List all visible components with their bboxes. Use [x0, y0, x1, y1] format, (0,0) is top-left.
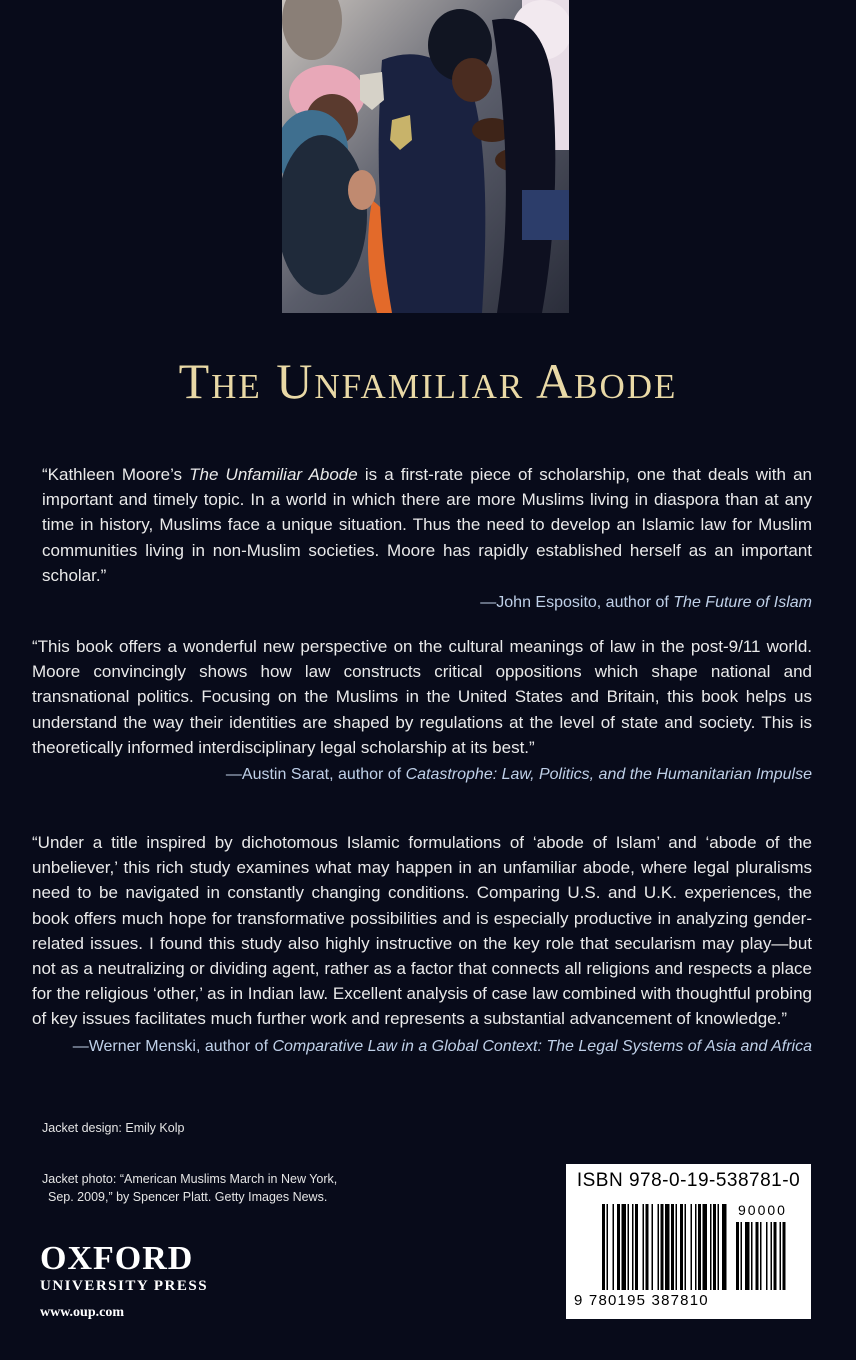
publisher-name: OXFORD	[40, 1240, 194, 1277]
barcode-bar	[665, 1204, 670, 1290]
barcode-bar	[722, 1204, 727, 1290]
barcode-bar	[617, 1204, 620, 1290]
endorsement-quote-2	[32, 634, 812, 787]
isbn-number: ISBN 978-0-19-538781-0	[576, 1170, 801, 1191]
cover-photo	[282, 0, 569, 313]
quote-3-text: “Under a title inspired by dichotomous Islamic formulations of ‘abode of Islam’ and ‘abode of the unbeliever,’ this rich study examines what may happen in an unfamiliar abode, where legal pluralisms need to be navigated in constantly changing conditions. Comparing U.S. and U.K. experiences, the book offers much hope for transformative possibilities and is especially productive in analyzing gender-related issues. I found this study also highly instructive on the key role that secularism may play—but not as a neutralizing or dividing agent, rather as a factor that connects all religions and respects a place for the religious ‘other,’ as in Indian law. Excellent analysis of case law combined with thoughtful probing of key issues facilitates much further work and represents a substantial advancement of knowledge.”	[32, 833, 812, 1029]
barcode-bar	[658, 1204, 660, 1290]
barcode-addon-bar	[771, 1222, 773, 1290]
barcode-bar	[628, 1204, 630, 1290]
barcode-bar	[713, 1204, 716, 1290]
barcode-bar	[632, 1204, 634, 1290]
barcode-bar	[695, 1204, 697, 1290]
praying-figures-illustration	[282, 0, 569, 313]
publisher-logo	[40, 1242, 208, 1321]
barcode-bar	[646, 1204, 649, 1290]
barcode-digits: 9 780195 387810	[574, 1292, 709, 1309]
barcode-addon: 90000	[738, 1202, 787, 1218]
barcode-bar	[622, 1204, 627, 1290]
isbn-barcode	[566, 1164, 811, 1319]
barcode-bar	[685, 1204, 687, 1290]
barcode-addon-bar	[774, 1222, 777, 1290]
barcode-addon-bar	[766, 1222, 768, 1290]
barcode-addon-bar	[736, 1222, 739, 1290]
barcode-bar	[607, 1204, 609, 1290]
barcode-addon-bar	[783, 1222, 786, 1290]
endorsement-quote-3	[32, 830, 812, 1059]
barcode-addon-bar	[756, 1222, 759, 1290]
barcode-bar	[661, 1204, 664, 1290]
quote-1-book-title: The Unfamiliar Abode	[189, 465, 358, 484]
endorsement-quote-1	[32, 462, 812, 615]
quote-2-attribution: —Austin Sarat, author of Catastrophe: Law, Politics, and the Humanitarian Impulse	[225, 766, 812, 784]
barcode-bar	[691, 1204, 693, 1290]
barcode-bar	[602, 1204, 605, 1290]
book-title: The Unfamiliar Abode	[178, 353, 678, 409]
quote-3-attribution: —Werner Menski, author of Comparative Law in a Global Context: The Legal Systems of Asia and Africa	[72, 1037, 812, 1055]
quote-1-text: “Kathleen Moore’s The Unfamiliar Abode is a first-rate piece of scholarship, one that deals with an important and timely topic. In a world in which there are more Muslims living in diaspora than at any time in history, Muslims face a unique situation. Thus the need to develop an Islamic law for Muslim communities living in non-Muslim societies. Moore has rapidly established herself as an important scholar.”	[42, 465, 813, 585]
jacket-design-credit: Jacket design: Emily Kolp	[42, 1121, 185, 1135]
barcode-bar	[680, 1204, 683, 1290]
quote-1-attribution: —John Esposito, author of The Future of Islam	[480, 594, 812, 612]
barcode-addon-bar	[745, 1222, 750, 1290]
barcode-bar	[698, 1204, 701, 1290]
barcode-bar	[613, 1204, 615, 1290]
barcode-bar	[710, 1204, 712, 1290]
barcode-bar	[718, 1204, 720, 1290]
barcode-bar	[635, 1204, 638, 1290]
barcode-bar	[676, 1204, 678, 1290]
barcode-addon-bar	[741, 1222, 743, 1290]
barcode-bar	[703, 1204, 708, 1290]
barcode-addon-bar	[751, 1222, 753, 1290]
barcode-addon-bar	[760, 1222, 762, 1290]
publisher-url: www.oup.com	[40, 1305, 125, 1320]
barcode-bar	[643, 1204, 645, 1290]
barcode-bar	[652, 1204, 654, 1290]
jacket-photo-credit: Jacket photo: “American Muslims March in New York, Sep. 2009,” by Spencer Platt. Getty Images News.	[42, 1172, 338, 1204]
publisher-subname: UNIVERSITY PRESS	[40, 1278, 209, 1294]
barcode-bar	[671, 1204, 674, 1290]
quote-2-text: “This book offers a wonderful new perspective on the cultural meanings of law in the post-9/11 world. Moore convincingly shows how law constructs critical oppositions which shape national and transnational politics. Focusing on the Muslims in the United States and Britain, this book helps us understand the way their identities are shaped by regulations at the level of state and society. This is theoretically informed interdisciplinary legal scholarship at its best.”	[32, 637, 812, 757]
barcode-addon-bar	[780, 1222, 782, 1290]
